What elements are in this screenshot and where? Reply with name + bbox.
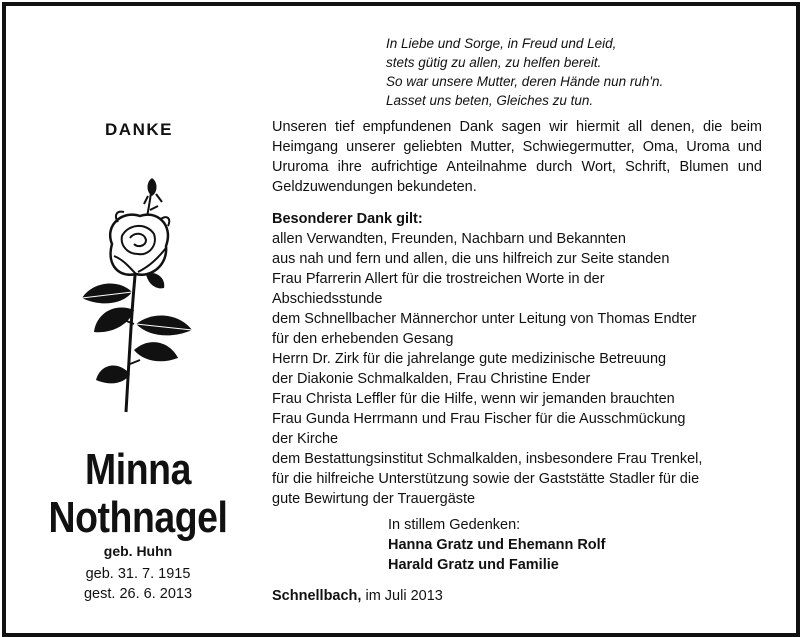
list-item: dem Schnellbacher Männerchor unter Leitung von Thomas Endter: [272, 311, 697, 327]
birth-date: geb. 31. 7. 1915: [85, 566, 191, 582]
list-item: der Kirche: [272, 431, 339, 447]
list-item: allen Verwandten, Freunden, Nachbarn und Bekannten: [272, 231, 626, 247]
list-item: der Diakonie Schmalkalden, Frau Christine Ender: [272, 371, 591, 387]
special-thanks-heading: Besonderer Dank gilt:: [272, 211, 423, 227]
intro-paragraph: Unseren tief empfundenen Dank sagen wir hiermit all denen, die beim Heimgang unserer geliebten Mutter, Schwiegermutter, Oma, Uroma und Ururoma ihre aufrichtige Anteilnahme durch Wort, Schrift, Blumen und Geldzuwendungen bekundeten.: [272, 119, 762, 195]
list-item: Herrn Dr. Zirk für die jahrelange gute medizinische Betreuung: [272, 351, 667, 367]
first-name: Minna: [85, 445, 191, 494]
poem: [386, 34, 663, 110]
place-date: [272, 586, 443, 606]
poem-line: So war unsere Mutter, deren Hände nun ruh'n.: [386, 74, 664, 89]
memory-label: In stillem Gedenken:: [388, 517, 521, 533]
signature-line: Hanna Gratz und Ehemann Rolf: [388, 537, 606, 553]
list-item: Abschiedsstunde: [272, 291, 383, 307]
date: im Juli 2013: [361, 588, 443, 604]
list-item: aus nah und fern und allen, die uns hilfreich zur Seite standen: [272, 251, 670, 267]
place: Schnellbach,: [272, 588, 362, 604]
death-date: gest. 26. 6. 2013: [83, 586, 193, 602]
deceased-name: [45, 446, 232, 542]
list-item: Frau Christa Leffler für die Hilfe, wenn wir jemanden brauchten: [272, 391, 675, 407]
special-thanks-list: [272, 229, 762, 509]
list-item: dem Bestattungsinstitut Schmalkalden, insbesondere Frau Trenkel,: [272, 451, 703, 467]
list-item: gute Bewirtung der Trauergäste: [272, 491, 476, 507]
life-dates: [58, 564, 218, 604]
list-item: für den erhebenden Gesang: [272, 331, 454, 347]
heading-danke: DANKE: [105, 120, 173, 139]
signature-line: Harald Gratz und Familie: [388, 557, 559, 573]
poem-line: In Liebe und Sorge, in Freud und Leid,: [386, 36, 617, 51]
list-item: für die hilfreiche Unterstützung sowie der Gaststätte Stadler für die: [272, 471, 700, 487]
list-item: Frau Gunda Herrmann und Frau Fischer für die Ausschmückung: [272, 411, 686, 427]
birth-name: geb. Huhn: [103, 543, 173, 559]
thanks-text: [272, 117, 762, 509]
rose-icon: [74, 174, 204, 414]
poem-line: Lasset uns beten, Gleiches zu tun.: [386, 93, 594, 108]
list-item: Frau Pfarrerin Allert für die trostreichen Worte in der: [272, 271, 605, 287]
poem-line: stets gütig zu allen, zu helfen bereit.: [386, 55, 602, 70]
last-name: Nothnagel: [48, 493, 228, 542]
memory-block: [388, 515, 606, 575]
